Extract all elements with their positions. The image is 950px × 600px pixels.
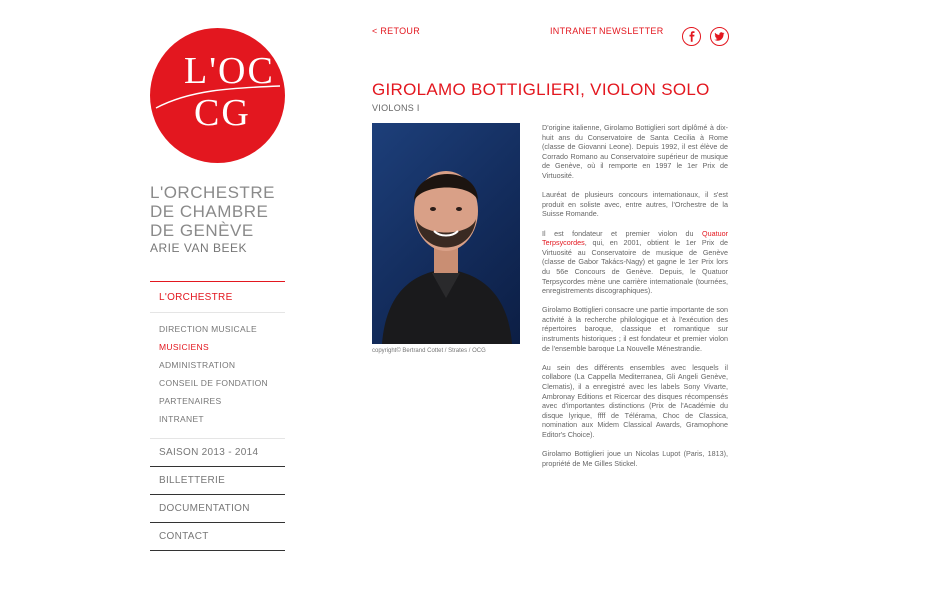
subnav-item-musiciens[interactable]: MUSICIENS [159, 342, 209, 352]
subnav-item-administration[interactable]: ADMINISTRATION [159, 360, 236, 370]
twitter-glyph [714, 32, 725, 42]
facebook-glyph [687, 31, 697, 42]
main-nav [150, 281, 285, 551]
bio-paragraph-2: Lauréat de plusieurs concours internationaux, il s'est produit en soliste avec, entre autres, l'Orchestre de la Suisse Romande. [542, 190, 728, 219]
portrait-illustration [372, 123, 520, 344]
sidebar [150, 28, 285, 551]
nav-item-billetterie[interactable]: BILLETTERIE [150, 466, 285, 494]
subnav-item-intranet[interactable]: INTRANET [159, 414, 204, 424]
logo-text-top: L'OC [184, 50, 275, 92]
subnav-item-partenaires[interactable]: PARTENAIRES [159, 396, 222, 406]
intranet-link[interactable]: INTRANET [550, 26, 598, 36]
bio-paragraph-3-pre: Il est fondateur et premier violon du [542, 228, 703, 238]
subnav-item-conseil[interactable]: CONSEIL DE FONDATION [159, 378, 268, 388]
page-title: GIROLAMO BOTTIGLIERI, VIOLON SOLO [372, 80, 710, 99]
logo[interactable] [150, 28, 285, 163]
facebook-icon[interactable] [682, 27, 701, 46]
bio-paragraph-1: D'origine italienne, Girolamo Bottiglieri sort diplômé à dix-huit ans du Conservatoire de Santa Cecilia à Rome (classe de Giovanni Leone). Depuis 1992, il est élève de Corrado Romano au Conservatoire supérieur de musique de Genève, où il remporte en 1997 le 1er Prix de Virtuosité. [542, 123, 728, 180]
nav-item-saison[interactable]: SAISON 2013 - 2014 [150, 438, 285, 466]
page-subtitle: VIOLONS I [372, 103, 420, 113]
quatuor-terpsycordes-link[interactable]: Quatuor Terpsycordes [542, 228, 728, 248]
nav-item-orchestre[interactable]: L'ORCHESTRE [150, 281, 285, 313]
twitter-icon[interactable] [710, 27, 729, 46]
brand-name [150, 183, 285, 255]
bio-paragraph-4: Girolamo Bottiglieri consacre une partie importante de son activité à la recherche philologique et à l'exécution des répertoires baroque, classique et romantique sur instruments historiques ; il est fondateur et premier violon de l'ensemble baroque La Nouvelle Ménestrandie. [542, 305, 728, 353]
brand-conductor: ARIE VAN BEEK [150, 241, 247, 255]
photo-caption: copyright© Bertrand Cottet / Strates / OCG [372, 348, 486, 354]
bio-paragraph-6: Girolamo Bottiglieri joue un Nicolas Lupot (Paris, 1813), propriété de Me Gilles Stickel. [542, 449, 728, 468]
nav-item-contact[interactable]: CONTACT [150, 522, 285, 550]
subnav-item-direction[interactable]: DIRECTION MUSICALE [159, 324, 257, 334]
brand-line-1: L'ORCHESTRE [150, 183, 275, 202]
musician-photo [372, 123, 520, 344]
biography [542, 123, 728, 478]
subnav [150, 313, 285, 438]
logo-text-bottom: CG [194, 92, 251, 134]
back-link[interactable]: < RETOUR [372, 26, 420, 36]
nav-item-documentation[interactable]: DOCUMENTATION [150, 494, 285, 522]
bio-paragraph-3 [542, 229, 728, 296]
logo-swoosh [150, 28, 285, 163]
brand-line-2: DE CHAMBRE [150, 202, 269, 221]
bio-paragraph-5: Au sein des différents ensembles avec lesquels il collabore (La Cappella Mediterranea, Gli Angeli Genève, Clematis), il a enregistré avec les labels Sony Vivarte, Ambronay Editions et Ricercar des disques récompensés avec d'importantes distinctions (Prix de l'Académie du disque lyrique, ffff de Télérama, Choc de Classica, nomination aux Midem Classical Awards, Gramophone Editor's Choice). [542, 362, 728, 439]
newsletter-link[interactable]: NEWSLETTER [599, 26, 664, 36]
bio-paragraph-3-post: , qui, en 2001, obtient le 1er Prix de Virtuosité au Conservatoire de musique de Genève (classe de Gabor Takács-Nagy) et gagne le 1er Prix lors du 56e Concours de Genève. Depuis, le Quatuor Terpsycordes mène une carrière internationale (tournées, enregistrements discographiques). [542, 238, 728, 296]
brand-line-3: DE GENÈVE [150, 221, 254, 240]
